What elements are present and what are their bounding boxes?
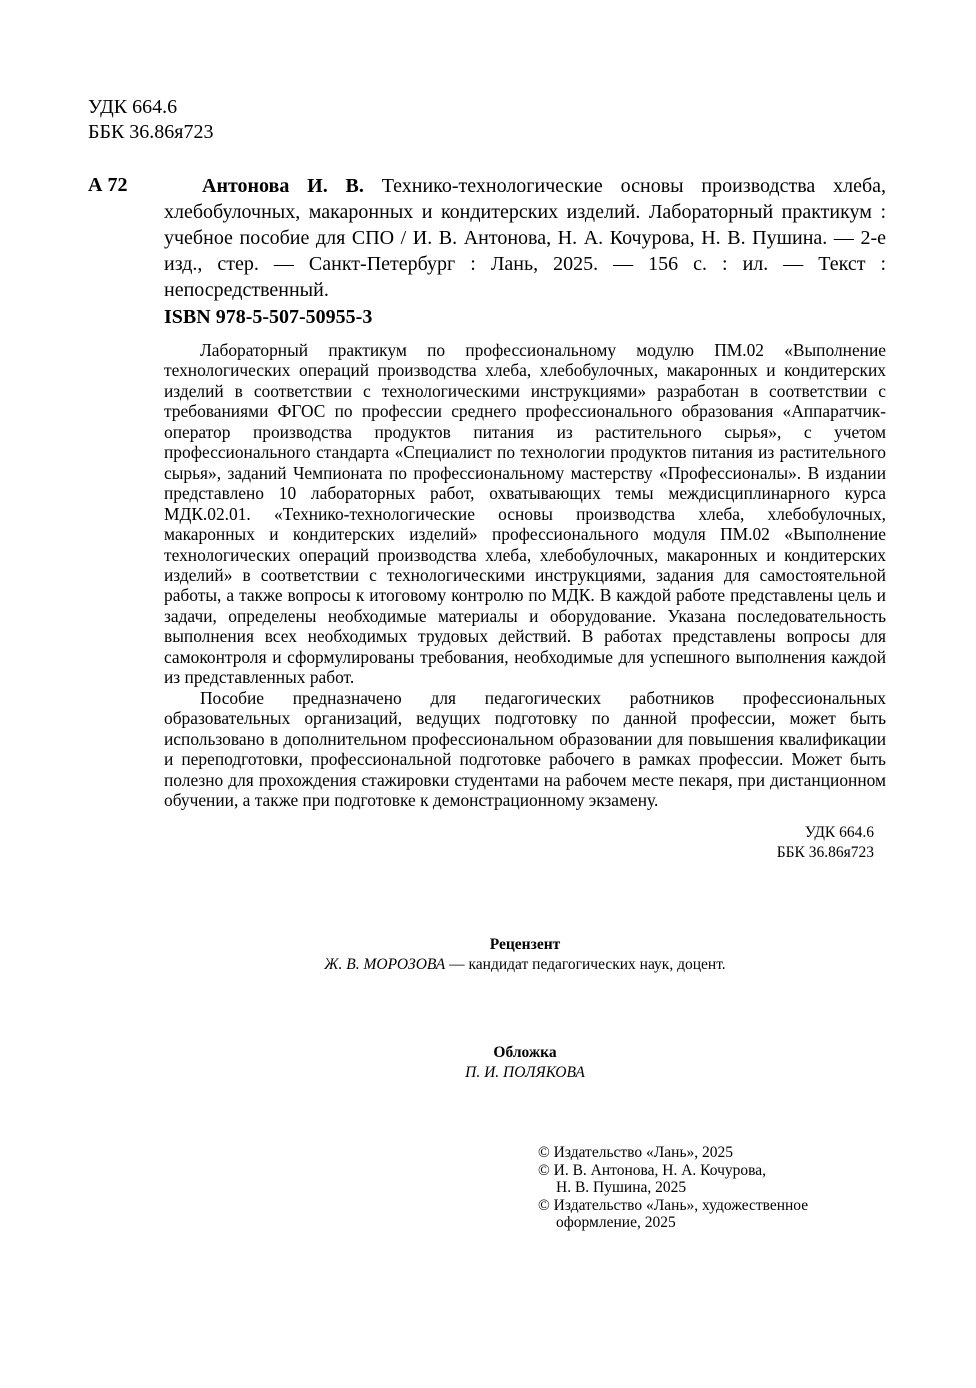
bibliographic-text: Технико-технологические основы производства хлеба, хлебобулочных, макаронных и кондитерских изделий. Лабораторный практикум : учебное пособие для СПО / И. В. Антонова, Н. А. Кочурова, Н. В. Пушина. — 2-е изд., стер. — Санкт-Петербург : Лань, 2025. — 156 с. : ил. — Текст : непосредственный.: [164, 175, 886, 301]
isbn: ISBN 978-5-507-50955-3: [164, 306, 373, 328]
classification-codes: [88, 95, 214, 145]
abstract-paragraph: Пособие предназначено для педагогических работников профессиональных образовательных организаций, ведущих подготовку по данной профессии, может быть использовано в дополнительном профессиональном образовании для повышения квалификации и переподготовки, профессиональной подготовке рабочего в рамках профессии. Может быть полезно для прохождения стажировки студентами на рабочем месте пекаря, при дистанционном обучении, а также при подготовке к демонстрационному экзамену.: [164, 687, 886, 810]
reviewer-heading: Рецензент: [489, 936, 561, 953]
copyright-line: © Издательство «Лань», 2025: [538, 1144, 734, 1161]
cover-block: [164, 1043, 886, 1083]
reviewer-block: [164, 935, 886, 975]
cover-heading: Обложка: [493, 1044, 557, 1061]
cover-designer: П. И. ПОЛЯКОВА: [465, 1064, 585, 1081]
reviewer-description: — кандидат педагогических наук, доцент.: [445, 956, 726, 973]
copyright-line: Н. В. Пушина, 2025: [556, 1179, 687, 1196]
copyright-block: [538, 1144, 858, 1232]
reviewer-name: Ж. В. МОРОЗОВА: [324, 956, 446, 973]
copyright-line: оформление, 2025: [556, 1214, 676, 1231]
abstract-paragraph: Лабораторный практикум по профессиональному модулю ПМ.02 «Выполнение технологических операций производства хлеба, хлебобулочных, макаронных и кондитерских изделий в соответствии с технологическими инструкциями» разработан в соответствии с требованиями ФГОС по профессии среднего профессионального образования «Аппаратчик-оператор производства продуктов питания из растительного сырья», с учетом профессионального стандарта «Специалист по технологии продуктов питания из растительного сырья», заданий Чемпионата по профессиональному мастерству «Профессионалы». В издании представлено 10 лабораторных работ, охватывающих темы междисциплинарного курса МДК.02.01. «Технико-технологические основы производства хлеба, хлебобулочных, макаронных и кондитерских изделий» профессионального модуля ПМ.02 «Выполнение технологических операций производства хлеба, хлебобулочных, макаронных и кондитерских изделий» в соответствии с технологическими инструкциями, задания для самостоятельной работы, а также вопросы к итоговому контролю по МДК. В каждой работе представлены цель и задачи, определены необходимые материалы и оборудование. Указана последовательность выполнения всех необходимых трудовых действий. В работах представлены вопросы для самоконтроля и сформулированы требования, необходимые для успешного выполнения каждой из представленных работ.: [164, 340, 886, 688]
udc-code: УДК 664.6: [804, 824, 874, 841]
abstract: [164, 340, 886, 810]
bbk-code: ББК 36.86я723: [88, 121, 214, 143]
bibliographic-description: [164, 173, 886, 303]
bbk-code: ББК 36.86я723: [776, 844, 874, 861]
copyright-line: © И. В. Антонова, Н. А. Кочурова,: [538, 1161, 766, 1179]
author-sign: А 72: [88, 174, 128, 196]
udc-code: УДК 664.6: [88, 96, 178, 118]
classification-codes-repeat: [700, 823, 874, 863]
copyright-line: © Издательство «Лань», художественное: [538, 1196, 809, 1214]
reviewer-line: [164, 955, 886, 975]
author-name: Антонова И. В.: [202, 175, 364, 197]
